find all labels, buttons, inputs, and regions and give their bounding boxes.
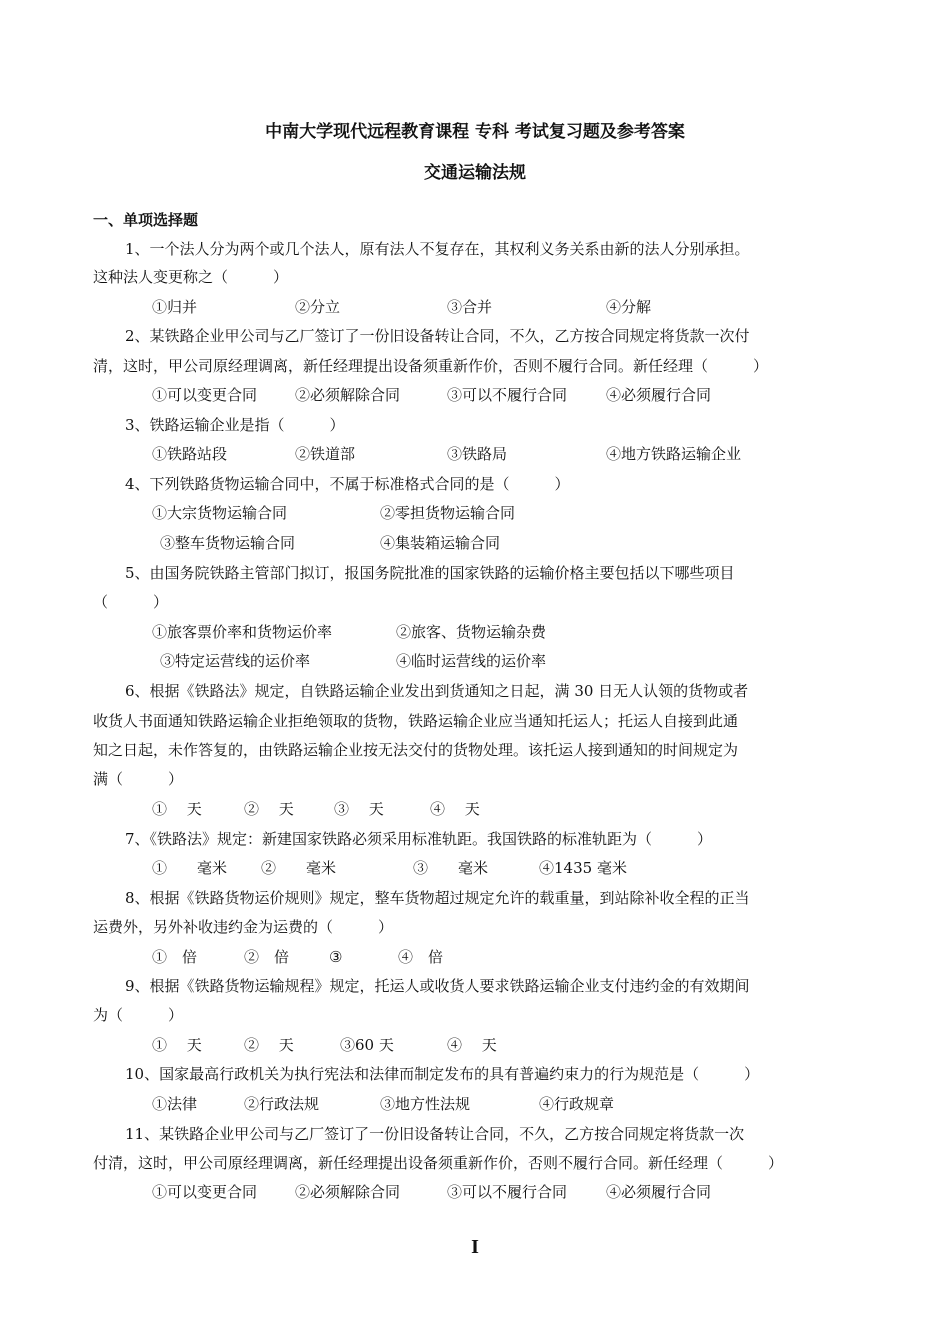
question-11-option-2: ②必须解除合同	[295, 1183, 401, 1201]
question-5-option-4: ④临时运营线的运价率	[396, 652, 547, 670]
question-5-option-1: ①旅客票价率和货物运价率	[152, 623, 333, 641]
question-3-option-1: ①铁路站段	[152, 445, 228, 463]
question-11-line-2: 付清，这时，甲公司原经理调离，新任经理提出设备须重新作价，否则不履行合同。新任经理（ ）	[93, 1154, 784, 1172]
question-2-option-1: ①可以变更合同	[152, 386, 258, 404]
question-7-option-4: ④1435 毫米	[539, 859, 627, 877]
question-8-option-1: ① 倍	[152, 948, 198, 966]
question-7-line-1: 7、《铁路法》规定：新建国家铁路必须采用标准轨距。我国铁路的标准轨距为（ ）	[125, 830, 713, 848]
question-10-option-3: ③地方性法规	[380, 1095, 471, 1113]
question-4-option-3: ③整车货物运输合同	[160, 534, 296, 552]
question-3-option-4: ④地方铁路运输企业	[606, 445, 742, 463]
question-7-option-2: ② 毫米	[261, 859, 337, 877]
section-heading: 一、单项选择题	[93, 211, 199, 229]
question-3-option-2: ②铁道部	[295, 445, 356, 463]
question-5-option-3: ③特定运营线的运价率	[160, 652, 311, 670]
question-10-option-1: ①法律	[152, 1095, 198, 1113]
question-5-line-1: 5、由国务院铁路主管部门拟订，报国务院批准的国家铁路的运输价格主要包括以下哪些项目	[125, 564, 735, 582]
question-1-option-3: ③合并	[447, 298, 493, 316]
question-2-line-2: 清，这时，甲公司原经理调离，新任经理提出设备须重新作价，否则不履行合同。新任经理（ ）	[93, 357, 769, 375]
question-1-option-1: ①归并	[152, 298, 198, 316]
question-1-option-2: ②分立	[295, 298, 341, 316]
question-6-line-1: 6、根据《铁路法》规定，自铁路运输企业发出到货通知之日起，满 30 日无人认领的货物或者	[125, 682, 749, 700]
question-9-line-1: 9、根据《铁路货物运输规程》规定，托运人或收货人要求铁路运输企业支付违约金的有效期间	[125, 977, 750, 995]
question-5-line-2: （ ）	[93, 593, 169, 611]
question-6-option-2: ② 天	[244, 800, 294, 818]
question-11-line-1: 11、某铁路企业甲公司与乙厂签订了一份旧设备转让合同，不久，乙方按合同规定将货款一次	[125, 1125, 745, 1143]
question-7-option-1: ① 毫米	[152, 859, 228, 877]
question-9-line-2: 为（ ）	[93, 1006, 184, 1024]
question-5-option-2: ②旅客、货物运输杂费	[396, 623, 547, 641]
question-4-option-2: ②零担货物运输合同	[380, 504, 516, 522]
question-4-line-1: 4、下列铁路货物运输合同中，不属于标准格式合同的是（ ）	[125, 475, 570, 493]
question-8-option-2: ② 倍	[244, 948, 290, 966]
question-6-line-4: 满（ ）	[93, 770, 184, 788]
question-8-line-1: 8、根据《铁路货物运价规则》规定，整车货物超过规定允许的载重量，到站除补收全程的正当	[125, 889, 750, 907]
document-title: 中南大学现代远程教育课程 专科 考试复习题及参考答案	[265, 122, 685, 142]
question-8-line-2: 运费外，另外补收违约金为运费的（ ）	[93, 918, 394, 936]
question-2-option-2: ②必须解除合同	[295, 386, 401, 404]
question-6-line-3: 知之日起，未作答复的，由铁路运输企业按无法交付的货物处理。该托运人接到通知的时间规定为	[93, 741, 739, 759]
question-10-option-4: ④行政规章	[539, 1095, 615, 1113]
question-3-line-1: 3、铁路运输企业是指（ ）	[125, 416, 345, 434]
document-subtitle: 交通运输法规	[424, 163, 526, 183]
question-6-line-2: 收货人书面通知铁路运输企业拒绝领取的货物，铁路运输企业应当通知托运人；托运人自接到此通	[93, 712, 739, 730]
question-4-option-1: ①大宗货物运输合同	[152, 504, 288, 522]
question-7-option-3: ③ 毫米	[413, 859, 489, 877]
question-11-option-3: ③可以不履行合同	[447, 1183, 568, 1201]
question-8-option-3: ③	[329, 948, 343, 966]
question-6-option-4: ④ 天	[430, 800, 480, 818]
question-9-option-4: ④ 天	[447, 1036, 497, 1054]
question-1-line-1: 1、一个法人分为两个或几个法人，原有法人不复存在，其权利义务关系由新的法人分别承担。	[125, 240, 750, 258]
question-3-option-3: ③铁路局	[447, 445, 508, 463]
question-9-option-1: ① 天	[152, 1036, 202, 1054]
question-8-option-4: ④ 倍	[398, 948, 444, 966]
question-2-option-3: ③可以不履行合同	[447, 386, 568, 404]
question-6-option-1: ① 天	[152, 800, 202, 818]
question-10-option-2: ②行政法规	[244, 1095, 320, 1113]
question-2-option-4: ④必须履行合同	[606, 386, 712, 404]
question-9-option-3: ③60 天	[340, 1036, 394, 1054]
question-4-option-4: ④集装箱运输合同	[380, 534, 501, 552]
question-9-option-2: ② 天	[244, 1036, 294, 1054]
question-2-line-1: 2、某铁路企业甲公司与乙厂签订了一份旧设备转让合同，不久，乙方按合同规定将货款一次付	[125, 327, 750, 345]
question-10-line-1: 10、国家最高行政机关为执行宪法和法律而制定发布的具有普遍约束力的行为规范是（ ）	[125, 1065, 760, 1083]
question-6-option-3: ③ 天	[334, 800, 384, 818]
question-1-option-4: ④分解	[606, 298, 652, 316]
question-11-option-1: ①可以变更合同	[152, 1183, 258, 1201]
page-number: I	[471, 1236, 479, 1258]
question-1-line-2: 这种法人变更称之（ ）	[93, 268, 289, 286]
question-11-option-4: ④必须履行合同	[606, 1183, 712, 1201]
